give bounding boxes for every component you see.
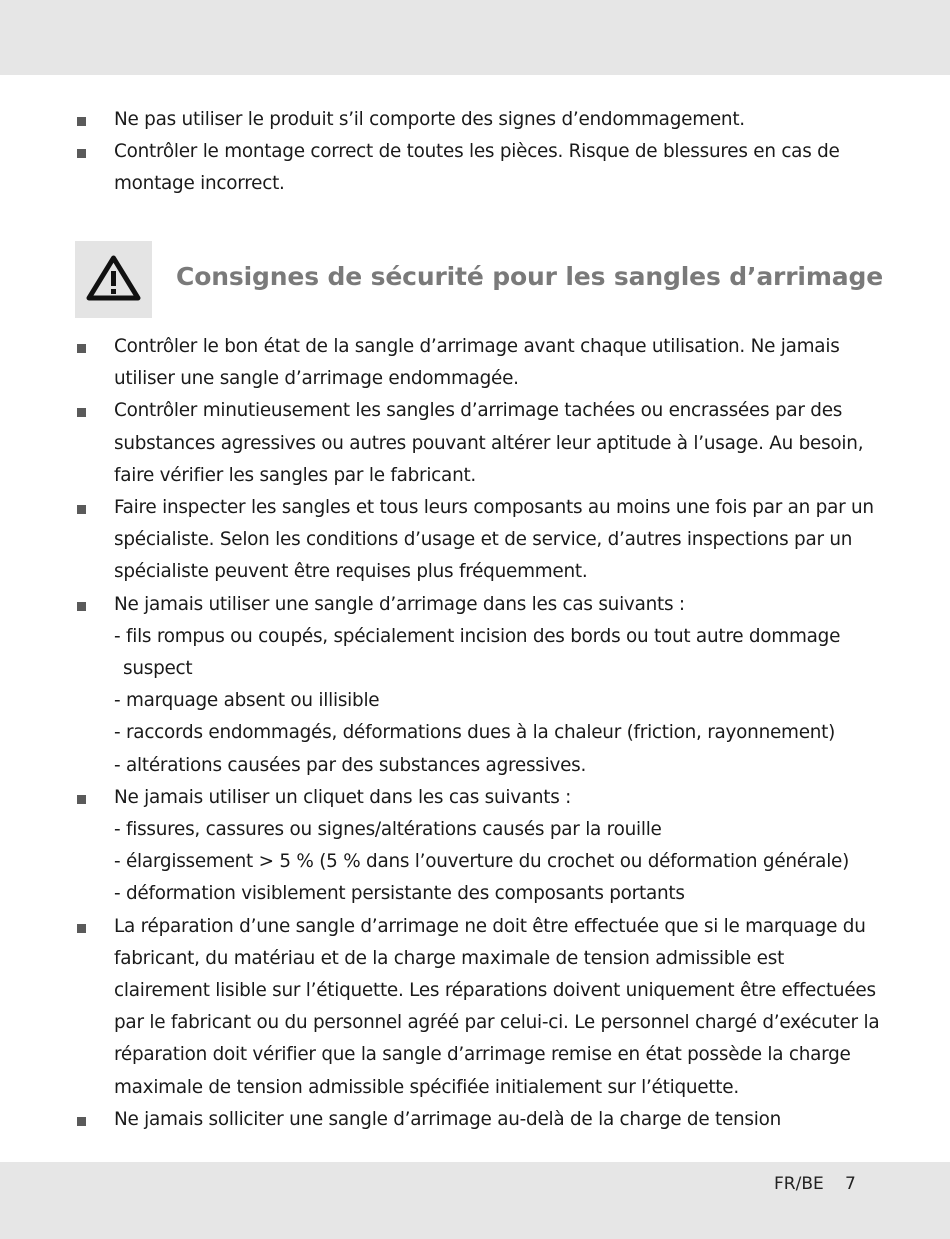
list-item — [0, 395, 950, 492]
list-item — [0, 911, 950, 1104]
square-bullet-icon — [77, 344, 86, 353]
list-item — [0, 589, 950, 782]
page-number: 7 — [845, 1174, 856, 1194]
top-bullet-list — [0, 104, 950, 201]
footer-language-code: FR/BE — [774, 1174, 824, 1194]
main-bullet-list — [0, 331, 950, 1136]
list-item-text: Ne jamais solliciter une sangle d’arrimage au-delà de la charge de tension — [114, 1108, 782, 1130]
section-heading: Consignes de sécurité pour les sangles d’arrimage — [176, 262, 883, 291]
list-item-text: Ne jamais utiliser une sangle d’arrimage dans les cas suivants : — [114, 593, 685, 615]
list-item-text: La réparation d’une sangle d’arrimage ne doit être effectuée que si le marquage du fabricant, du matériau et de la charge maximale de tension admissible est clairement lisible sur l’étiquette. Les réparations doivent uniquement être effectuées par le fabricant ou du personnel agréé par celui-ci. Le personnel chargé d’exécuter la réparation doit vérifier que la sangle d’arrimage remise en état possède la charge maximale de tension admissible spécifiée initialement sur l’étiquette. — [114, 915, 880, 1098]
warning-triangle-icon — [85, 254, 142, 302]
list-item-text: Ne jamais utiliser un cliquet dans les cas suivants : — [114, 786, 572, 808]
square-bullet-icon — [77, 505, 86, 514]
square-bullet-icon — [77, 117, 86, 126]
list-item-text: Contrôler le bon état de la sangle d’arrimage avant chaque utilisation. Ne jamais utiliser une sangle d’arrimage endommagée. — [114, 336, 840, 390]
list-item — [0, 782, 950, 911]
list-item-text: Contrôler minutieusement les sangles d’arrimage tachées ou encrassées par des substances agressives ou autres pouvant altérer leur aptitude à l’usage. Au besoin, faire vérifier les sangles par le fabricant. — [114, 400, 864, 486]
list-item — [0, 331, 950, 395]
header-band — [0, 0, 950, 75]
list-item — [0, 104, 950, 136]
sub-item: - marquage absent ou illisible — [114, 690, 380, 712]
warning-box — [75, 241, 152, 318]
sub-item: - altérations causées par des substances agressives. — [114, 754, 587, 776]
sub-item: - fils rompus ou coupés, spécialement incision des bords ou tout autre dommage suspect — [114, 625, 841, 680]
list-item-text: Contrôler le montage correct de toutes les pièces. Risque de blessures en cas de montage incorrect. — [114, 141, 840, 195]
square-bullet-icon — [77, 1117, 86, 1126]
sub-item: - fissures, cassures ou signes/altérations causés par la rouille — [114, 819, 662, 841]
sub-item: - déformation visiblement persistante des composants portants — [114, 883, 685, 905]
list-item — [0, 136, 950, 200]
square-bullet-icon — [77, 602, 86, 611]
square-bullet-icon — [77, 149, 86, 158]
list-item-text: Faire inspecter les sangles et tous leurs composants au moins une fois par an par un spécialiste. Selon les conditions d’usage et de service, d’autres inspections par un spécialiste peuvent être requises plus fréquemment. — [114, 497, 874, 583]
list-item — [0, 492, 950, 589]
square-bullet-icon — [77, 795, 86, 804]
list-item — [0, 1104, 950, 1136]
square-bullet-icon — [77, 924, 86, 933]
sub-item: - raccords endommagés, déformations dues à la chaleur (friction, rayonnement) — [114, 722, 836, 744]
sub-item: - élargissement > 5 % (5 % dans l’ouverture du crochet ou déformation générale) — [114, 851, 850, 873]
square-bullet-icon — [77, 408, 86, 417]
list-item-text: Ne pas utiliser le produit s’il comporte des signes d’endommagement. — [114, 109, 745, 130]
